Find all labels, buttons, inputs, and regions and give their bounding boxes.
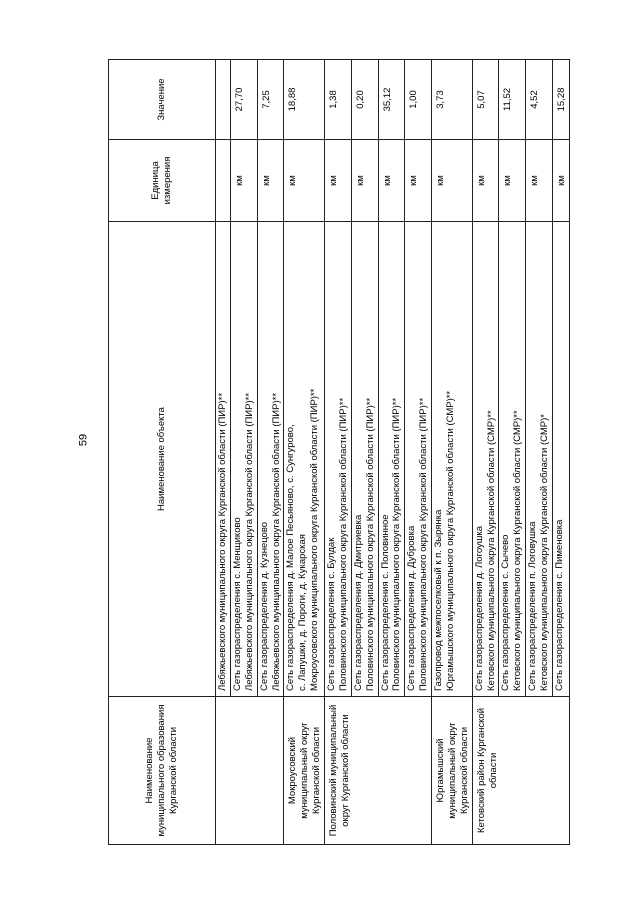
value-cell: 1,38 — [325, 60, 352, 140]
object-name-cell — [284, 222, 325, 697]
municipality-cell: Юргамышский муниципальный округ Курганской области — [432, 697, 473, 845]
object-name-line: с. Лапушки, д. Пороги, д. Кукарская — [297, 534, 309, 691]
unit-cell: км — [230, 140, 257, 222]
object-name-line: Половинского муниципального округа Курганской области (ПИР)** — [418, 397, 430, 691]
object-name-cell — [499, 222, 526, 697]
object-name-cell — [325, 222, 352, 697]
value-cell: 35,12 — [378, 60, 405, 140]
value-cell: 1,00 — [405, 60, 432, 140]
value-cell: 4,52 — [526, 60, 553, 140]
object-name-line: Газопровод межпоселковый к п. Зырянка — [433, 509, 444, 691]
object-name-line: Кетовского муниципального округа Курганской области (СМР)** — [512, 410, 524, 691]
table-row — [432, 60, 473, 845]
object-name-line: Сеть газораспределения д. Дубровка — [406, 525, 418, 691]
object-name-cell — [216, 222, 231, 697]
unit-cell — [216, 140, 231, 222]
table-body — [216, 60, 570, 845]
object-name-line: Сеть газораспределения с. Булдак — [326, 537, 337, 691]
object-name-cell — [351, 222, 378, 697]
municipality-cell: Половинский муниципальный округ Курганской области — [325, 697, 432, 845]
municipality-cell — [216, 697, 284, 845]
table-row — [325, 60, 352, 845]
object-name-line: Сеть газораспределения с. Половинное — [379, 514, 391, 691]
object-name-cell — [378, 222, 405, 697]
object-name-line: Лебяжьевского муниципального округа Курганской области (ПИР)** — [270, 392, 282, 691]
object-name-cell — [432, 222, 473, 697]
unit-cell: км — [552, 140, 569, 222]
value-cell: 27,70 — [230, 60, 257, 140]
object-name-cell — [257, 222, 284, 697]
unit-cell: км — [378, 140, 405, 222]
object-name-cell — [472, 222, 499, 697]
object-name-line: Сеть газораспределения д. Дмитриевка — [352, 514, 364, 691]
header-value: Значение — [109, 60, 216, 140]
unit-cell: км — [405, 140, 432, 222]
table-row — [472, 60, 499, 845]
object-name-line: Мокроусовского муниципального округа Курганской области (ПИР)** — [309, 388, 321, 691]
rotated-table-container — [108, 60, 598, 845]
table-row — [284, 60, 325, 845]
object-name-line: Сеть газораспределения д. Логоушка — [473, 525, 485, 691]
header-municipality: Наименование муниципального образования Курганской области — [109, 697, 216, 845]
object-name-cell — [230, 222, 257, 697]
municipality-cell: Мокроусовский муниципальный округ Курганской области — [284, 697, 325, 845]
object-name-line: Сеть газораспределения п. Логовушка — [527, 521, 539, 691]
unit-cell: км — [351, 140, 378, 222]
value-cell: 18,88 — [284, 60, 325, 140]
object-name-line: Лебяжьевского муниципального округа Курганской области (ПИР)** — [243, 392, 255, 691]
value-cell: 15,28 — [552, 60, 569, 140]
value-cell: 0,20 — [351, 60, 378, 140]
value-cell: 3,73 — [432, 60, 473, 140]
object-name-line: Кетовского муниципального округа Курганской области (СМР)** — [485, 410, 497, 691]
table-row — [216, 60, 231, 845]
value-cell: 11,52 — [499, 60, 526, 140]
municipality-cell: Кетовский район Курганской области — [472, 697, 569, 845]
value-cell: 7,25 — [257, 60, 284, 140]
object-name-line: Сеть газораспределения с. Пименовка — [553, 519, 565, 691]
object-name-line: Сеть газораспределения с. Менщиково — [231, 517, 243, 691]
object-name-line: Сеть газораспределения д. Малое Песьяново, с. Сунгурово, — [285, 424, 297, 691]
object-name-cell — [405, 222, 432, 697]
unit-cell: км — [257, 140, 284, 222]
unit-cell: км — [472, 140, 499, 222]
unit-cell: км — [526, 140, 553, 222]
gas-network-table — [108, 59, 570, 845]
object-name-line: Юргамышского муниципального округа Курганской области (СМР)** — [444, 390, 456, 691]
object-name-cell — [526, 222, 553, 697]
object-name-line: Кетовского муниципального округа Курганской области (СМР)* — [539, 414, 550, 691]
page-number: 59 — [77, 433, 90, 447]
header-object: Наименование объекта — [109, 222, 216, 697]
value-cell: 5,07 — [472, 60, 499, 140]
object-name-line: Сеть газораспределения д. Кузнецово — [258, 521, 270, 691]
object-name-line: Половинского муниципального округа Курганской области (ПИР)** — [391, 397, 403, 691]
object-name-line: Половинского муниципального округа Курганской области (ПИР)** — [364, 397, 376, 691]
unit-cell: км — [284, 140, 325, 222]
object-name-line: Половинского муниципального округа Курганской области (ПИР)** — [337, 397, 349, 691]
unit-cell: км — [325, 140, 352, 222]
table-header-row — [109, 60, 216, 845]
value-cell — [216, 60, 231, 140]
header-unit: Единица измерения — [109, 140, 216, 222]
object-name-cell — [552, 222, 569, 697]
object-name-line: Лебяжьевского муниципального округа Курганской области (ПИР)** — [217, 392, 228, 691]
unit-cell: км — [432, 140, 473, 222]
object-name-line: Сеть газораспределения с. Сычево — [500, 534, 512, 691]
unit-cell: км — [499, 140, 526, 222]
